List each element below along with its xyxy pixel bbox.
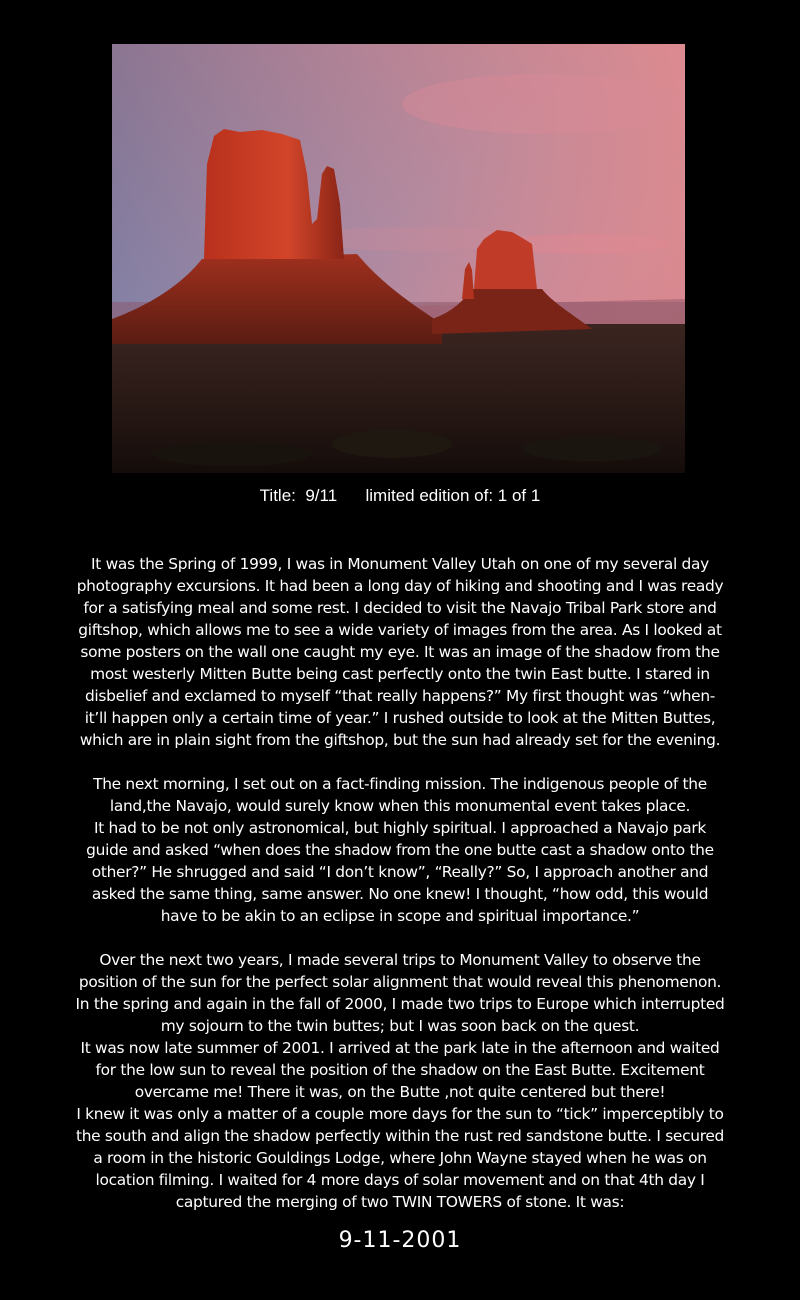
- caption-edition: limited edition of: 1 of 1: [365, 486, 541, 505]
- story-line: It had to be not only astronomical, but highly spiritual. I approached a Navajo park: [93, 819, 707, 837]
- story-line: which are in plain sight from the giftshop, but the sun had already set for the evening.: [79, 731, 721, 749]
- story-line: have to be akin to an eclipse in scope and spiritual importance.”: [160, 907, 640, 925]
- story-line: my sojourn to the twin buttes; but I was soon back on the quest.: [160, 1017, 640, 1035]
- story-line: disbelief and exclamed to myself “that really happens?” My first thought was “when-: [84, 687, 716, 705]
- story-line: for a satisfying meal and some rest. I decided to visit the Navajo Tribal Park store and: [83, 599, 717, 617]
- story-line: most westerly Mitten Butte being cast perfectly onto the twin East butte. I stared in: [90, 665, 710, 683]
- story-line: guide and asked “when does the shadow from the one butte cast a shadow onto the: [86, 841, 714, 859]
- story-paragraph-1: [40, 553, 760, 751]
- story-line: overcame me! There it was, on the Butte ,not quite centered but there!: [134, 1083, 666, 1101]
- story-line: it’ll happen only a certain time of year.” I rushed outside to look at the Mitten Buttes,: [84, 709, 716, 727]
- story-line: captured the merging of two TWIN TOWERS of stone. It was:: [175, 1193, 625, 1211]
- story-line: asked the same thing, same answer. No one knew! I thought, “how odd, this would: [91, 885, 709, 903]
- story-line: giftshop, which allows me to see a wide variety of images from the area. As I looked at: [78, 621, 722, 639]
- story-line: In the spring and again in the fall of 2000, I made two trips to Europe which interrupted: [75, 995, 725, 1013]
- story-line: land,the Navajo, would surely know when this monumental event takes place.: [109, 797, 691, 815]
- story-line: Over the next two years, I made several trips to Monument Valley to observe the: [99, 951, 701, 969]
- story-line: some posters on the wall one caught my eye. It was an image of the shadow from the: [80, 643, 720, 661]
- photo-caption: [0, 486, 800, 506]
- caption-title: Title: 9/11: [259, 486, 338, 505]
- story-paragraph-3: [40, 949, 760, 1213]
- story-line: I knew it was only a matter of a couple more days for the sun to “tick” imperceptibly to: [76, 1105, 724, 1123]
- story-line: a room in the historic Gouldings Lodge, where John Wayne stayed when he was on: [93, 1149, 707, 1167]
- final-date: 9-11-2001: [338, 1228, 462, 1253]
- story-line: other?” He shrugged and said “I don’t know”, “Really?” So, I approach another and: [91, 863, 709, 881]
- story-line: the south and align the shadow perfectly within the rust red sandstone butte. I secured: [75, 1127, 725, 1145]
- story-line: location filming. I waited for 4 more days of solar movement and on that 4th day I: [95, 1171, 705, 1189]
- story-line: photography excursions. It had been a long day of hiking and shooting and I was ready: [76, 577, 724, 595]
- story-paragraph-2: [40, 773, 760, 927]
- story-line: It was the Spring of 1999, I was in Monument Valley Utah on one of my several day: [91, 555, 709, 573]
- story-line: The next morning, I set out on a fact-finding mission. The indigenous people of the: [93, 775, 707, 793]
- story-text: [40, 553, 760, 1235]
- monument-valley-photo: [112, 44, 685, 473]
- story-line: for the low sun to reveal the position of the shadow on the East Butte. Excitement: [95, 1061, 705, 1079]
- story-line: position of the sun for the perfect solar alignment that would reveal this phenomenon.: [78, 973, 722, 991]
- story-line: It was now late summer of 2001. I arrived at the park late in the afternoon and waited: [80, 1039, 720, 1057]
